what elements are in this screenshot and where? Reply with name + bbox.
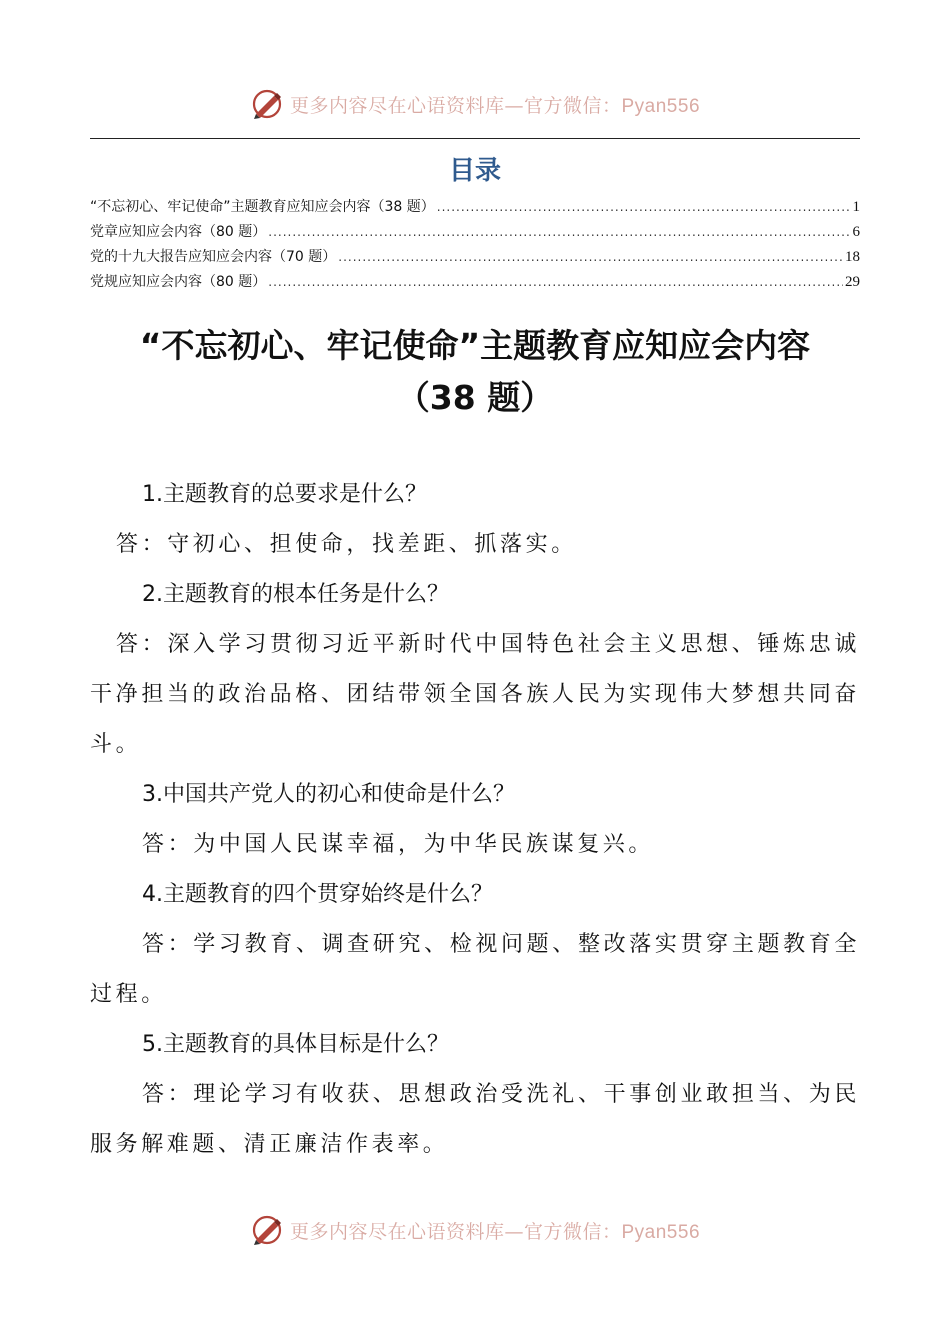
toc-leader-dots [268,225,850,239]
toc-leader-dots [437,200,851,214]
question-3: 3.中国共产党人的初心和使命是什么？ [142,782,515,807]
toc-entry[interactable] [90,246,860,271]
qa-content [90,470,860,1170]
toc-entry[interactable] [90,271,860,296]
toc-leader-dots [338,250,843,264]
header-divider [90,138,860,139]
answer-5: 答：理论学习有收获、思想政治受洗礼、干事创业敢担当、为民服务解难题、清正廉洁作表率。 [90,1082,860,1157]
toc-entry-label: 党章应知应会内容（80 题） [90,224,267,240]
question-5: 5.主题教育的具体目标是什么？ [142,1032,449,1057]
toc-entry-label: 党的十九大报告应知应会内容（70 题） [90,249,337,265]
toc-entry-page: 18 [845,249,860,265]
toc-entry-page: 6 [852,224,860,240]
toc-entry-page: 1 [852,199,860,215]
header-banner [0,86,950,122]
banner-text: 更多内容尽在心语资料库—官方微信：Pyan556 [289,1220,701,1243]
answer-2: 答：深入学习贯彻习近平新时代中国特色社会主义思想、锤炼忠诚干净担当的政治品格、团结带领全国各族人民为实现伟大梦想共同奋斗。 [90,632,860,757]
footer-banner [0,1212,950,1248]
answer-1: 答：守初心、担使命，找差距、抓落实。 [116,532,577,557]
toc-leader-dots [268,275,843,289]
pen-logo-icon [250,1213,284,1247]
answer-3: 答：为中国人民谋幸福，为中华民族谋复兴。 [142,832,655,857]
question-1: 1.主题教育的总要求是什么？ [142,482,427,507]
question-2: 2.主题教育的根本任务是什么？ [142,582,449,607]
table-of-contents [90,196,860,296]
toc-entry-label: 党规应知应会内容（80 题） [90,274,267,290]
section-title [0,320,950,424]
section-title-line1: “不忘初心、牢记使命”主题教育应知应会内容 [139,326,811,365]
toc-entry-page: 29 [845,274,860,290]
toc-entry[interactable] [90,196,860,221]
toc-entry-label: “不忘初心、牢记使命”主题教育应知应会内容（38 题） [90,199,435,215]
section-title-line2: （38 题） [396,378,554,417]
answer-4: 答：学习教育、调查研究、检视问题、整改落实贯穿主题教育全过程。 [90,932,860,1007]
banner-text: 更多内容尽在心语资料库—官方微信：Pyan556 [289,94,701,117]
pen-logo-icon [250,87,284,121]
question-4: 4.主题教育的四个贯穿始终是什么？ [142,882,493,907]
toc-title: 目录 [448,156,501,186]
toc-entry[interactable] [90,221,860,246]
